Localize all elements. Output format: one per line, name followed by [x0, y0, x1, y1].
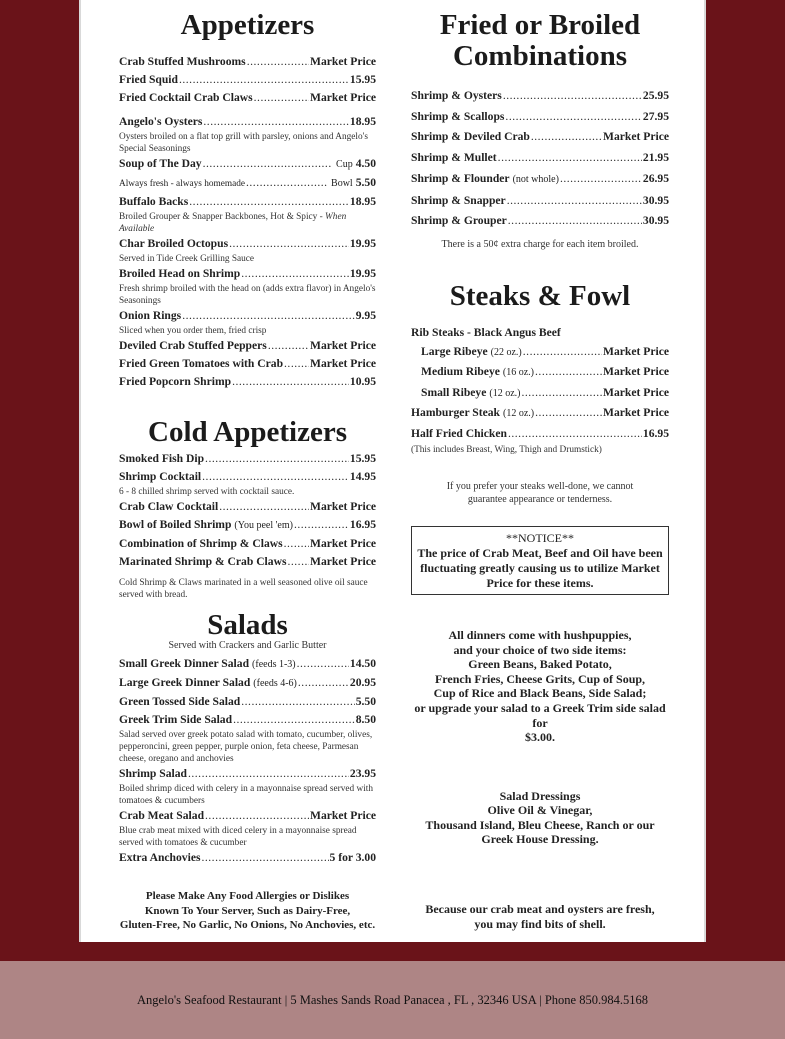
menu-item: [119, 71, 376, 89]
menu-item-description: Served in Tide Creek Grilling Sauce: [119, 254, 255, 264]
menu-item-price: 19.95: [349, 237, 376, 250]
menu-item: [119, 155, 376, 174]
dot-leader: [201, 849, 328, 867]
allergy-note: [119, 889, 376, 933]
menu-item-row: [119, 693, 376, 711]
notice-box: [411, 526, 669, 595]
menu-item-name: Shrimp & Deviled Crab: [411, 130, 530, 144]
menu-item-description: 6 - 8 chilled shrimp served with cocktail sauce.: [119, 487, 295, 497]
menu-item-name: Shrimp & Grouper: [411, 214, 507, 228]
menu-item-name: Shrimp Salad: [119, 767, 187, 780]
menu-item-price: 5.50: [355, 695, 376, 708]
menu-item-name: Fried Popcorn Shrimp: [119, 375, 232, 388]
menu-item: [119, 307, 376, 337]
dot-leader: [241, 693, 354, 711]
menu-item-description: Broiled Grouper & Snapper Backbones, Hot & Spicy - When Available: [119, 212, 347, 234]
menu-item-row: [411, 403, 669, 423]
menu-item-note: (feeds 4-6): [253, 678, 297, 689]
dinners-line: Green Beans, Baked Potato,: [468, 657, 612, 672]
menu-item-description: Boiled shrimp diced with celery in a mayonnaise spread served with tomatoes & cucumbers: [119, 784, 374, 806]
menu-item-price: 16.95: [642, 426, 669, 440]
menu-item-name: Fried Green Tomatoes with Crab: [119, 357, 284, 370]
menu-item-row: [119, 113, 376, 131]
dot-leader: [523, 342, 602, 361]
menu-item: [411, 362, 669, 382]
menu-item-price: Market Price: [310, 537, 376, 550]
menu-item-row: [119, 655, 376, 674]
menu-item-row: [119, 450, 376, 468]
menu-item: [119, 265, 376, 307]
menu-item: [119, 655, 376, 674]
allergy-line: Known To Your Server, Such as Dairy-Free,: [144, 904, 351, 917]
menu-item-note: (12 oz.): [489, 387, 521, 399]
menu-item: [119, 373, 376, 391]
menu-item-row: [119, 553, 376, 571]
dressing-line: Salad Dressings: [499, 788, 581, 803]
menu-item: [411, 148, 669, 169]
cold-footer-note: Cold Shrimp & Claws marinated in a well seasoned olive oil sauce served with bread.: [119, 578, 368, 600]
dot-leader: [535, 403, 602, 422]
dot-leader: [232, 373, 349, 391]
cold-appetizers-list: [119, 450, 376, 571]
dinners-line: or upgrade your salad to a Greek Trim side salad for: [414, 700, 666, 730]
dot-leader: [284, 535, 309, 553]
menu-item-name: Shrimp & Snapper: [411, 193, 506, 207]
menu-item-description: Oysters broiled on a flat top grill with parsley, onions and Angelo's Special Seasonings: [119, 132, 368, 154]
menu-item-price: 18.95: [349, 115, 376, 128]
cold-appetizers-title: Cold Appetizers: [148, 416, 347, 448]
menu-item: [119, 807, 376, 849]
menu-item: [119, 53, 376, 71]
menu-item-name: Extra Anchovies: [119, 851, 201, 864]
menu-item-price: Market Price: [310, 339, 376, 352]
menu-item-row: [119, 53, 376, 71]
dot-leader: [521, 383, 602, 402]
menu-item: [119, 113, 376, 155]
dot-leader: [297, 655, 349, 673]
menu-item-row: [411, 169, 669, 191]
dot-leader: [203, 113, 349, 131]
well-done-note: If you prefer your steaks well-done, we cannot guarantee appearance or tenderness.: [446, 480, 634, 505]
menu-item: [119, 468, 376, 498]
menu-item-description: Blue crab meat mixed with diced celery in a mayonnaise spread served with tomatoes & cucumber: [119, 826, 357, 848]
menu-item-name: Greek Trim Side Salad: [119, 713, 233, 726]
menu-item-row: [119, 498, 376, 516]
salads-subtitle: Served with Crackers and Garlic Butter: [168, 640, 327, 651]
menu-item-price: 20.95: [349, 676, 376, 689]
dot-leader: [189, 193, 349, 211]
dot-leader: [205, 807, 309, 825]
dot-leader: [205, 450, 349, 468]
menu-item-price: 19.95: [349, 267, 376, 280]
menu-item-name: Always fresh - always homemade: [119, 179, 245, 189]
menu-item-price: 5 for 3.00: [329, 851, 376, 864]
menu-item-name: Crab Meat Salad: [119, 809, 205, 822]
menu-item-name: Green Tossed Side Salad: [119, 695, 241, 708]
dressing-line: Olive Oil & Vinegar,: [487, 803, 593, 818]
allergy-line: Please Make Any Food Allergies or Dislikes: [145, 890, 350, 902]
menu-item-name: Crab Stuffed Mushrooms: [119, 55, 246, 68]
menu-item: [119, 516, 376, 535]
menu-item-name: Shrimp & Flounder: [411, 171, 510, 185]
menu-item-row: [119, 674, 376, 693]
menu-item-size: Cup: [336, 159, 353, 170]
menu-item-row: [119, 71, 376, 89]
menu-item-row: [119, 174, 376, 193]
menu-item-price: 25.95: [642, 89, 669, 102]
menu-item-name: Fried Cocktail Crab Claws: [119, 91, 253, 104]
menu-item-name: Crab Claw Cocktail: [119, 500, 219, 513]
footer-address: Angelo's Seafood Restaurant | 5 Mashes Sands Road Panacea , FL , 32346 USA | Phone 850.984.5168: [137, 992, 648, 1007]
menu-item-price: 10.95: [349, 375, 376, 388]
dot-leader: [508, 211, 642, 232]
dinners-info: [411, 628, 669, 745]
menu-page: [79, 0, 706, 942]
menu-item-row: [119, 235, 376, 253]
dot-leader: [241, 265, 349, 283]
menu-item-row: [411, 148, 669, 169]
shell-warning: [411, 902, 669, 931]
dot-leader: [233, 711, 355, 729]
menu-item: [119, 89, 376, 107]
dressing-line: Thousand Island, Bleu Cheese, Ranch or our: [425, 817, 655, 832]
menu-item-note: (not whole): [512, 173, 559, 185]
menu-item-name: Char Broiled Octopus: [119, 237, 229, 250]
menu-item: [119, 498, 376, 516]
menu-item: [119, 693, 376, 711]
menu-item-price: Market Price: [310, 357, 376, 370]
menu-item-price: Market Price: [603, 344, 669, 358]
menu-item: [119, 337, 376, 355]
menu-item-description-italic: When Available: [119, 212, 347, 234]
menu-item-price: 8.50: [355, 713, 376, 726]
dot-leader: [287, 553, 309, 571]
menu-item-price: 26.95: [642, 171, 669, 185]
menu-item-row: [119, 265, 376, 283]
menu-item-row: [411, 107, 669, 128]
menu-item-name: Shrimp & Mullet: [411, 151, 497, 165]
notice-text: The price of Crab Meat, Beef and Oil have been fluctuating greatly causing us to utilize Market Price for these items.: [417, 545, 663, 590]
allergy-line: Gluten-Free, No Garlic, No Onions, No Anchovies, etc.: [119, 919, 376, 931]
menu-item-row: [119, 765, 376, 783]
menu-item-name: Shrimp Cocktail: [119, 470, 202, 483]
menu-item-row: [119, 355, 376, 373]
menu-item-row: [411, 424, 669, 443]
menu-item-price: Market Price: [310, 500, 376, 513]
dressing-line: Greek House Dressing.: [481, 832, 599, 847]
menu-item-price: Market Price: [603, 406, 669, 420]
menu-item-row: [119, 307, 376, 325]
menu-item: [411, 403, 669, 423]
dot-leader: [203, 155, 332, 173]
dot-leader: [508, 424, 642, 443]
appetizers-list: [119, 53, 376, 391]
dot-leader: [298, 674, 349, 692]
menu-item-price: 30.95: [642, 214, 669, 228]
menu-item-name: Bowl of Boiled Shrimp: [119, 518, 232, 531]
dot-leader: [560, 169, 642, 190]
menu-item-name: Half Fried Chicken: [411, 426, 507, 440]
dinners-line: $3.00.: [525, 730, 555, 745]
dot-leader: [229, 235, 349, 253]
menu-item-price: 4.50: [355, 157, 376, 170]
menu-item-price: 23.95: [349, 767, 376, 780]
menu-item-price: 30.95: [642, 193, 669, 207]
menu-item-name: Shrimp & Scallops: [411, 109, 505, 123]
dot-leader: [503, 86, 642, 107]
menu-item: [411, 107, 669, 128]
menu-item: [119, 849, 376, 867]
menu-item-description: Sliced when you order them, fried crisp: [119, 326, 267, 336]
menu-item-description: Salad served over greek potato salad with tomato, cucumber, olives, pepperoncini, green pepper, purple onion, feta cheese, Parmesan cheese, oregano and anchovies: [119, 730, 373, 764]
steaks-list: [411, 342, 669, 443]
menu-item-price: 14.95: [349, 470, 376, 483]
dot-leader: [247, 53, 309, 71]
menu-item-row: [411, 86, 669, 107]
dinners-line: and your choice of two side items:: [453, 642, 627, 657]
steaks-title: Steaks & Fowl: [449, 279, 631, 312]
menu-item-row: [119, 516, 376, 535]
dot-leader: [505, 107, 641, 128]
menu-item-size: Bowl: [331, 178, 353, 189]
menu-item: [119, 193, 376, 235]
menu-item-price: 27.95: [642, 109, 669, 123]
menu-item-row: [411, 383, 669, 403]
menu-item: [411, 211, 669, 232]
menu-item-name: Medium Ribeye: [421, 365, 500, 379]
menu-item-row: [119, 468, 376, 486]
menu-item: [411, 191, 669, 212]
menu-item: [119, 450, 376, 468]
site-footer: [0, 961, 785, 1039]
dot-leader: [507, 191, 642, 212]
dot-leader: [254, 89, 309, 107]
dot-leader: [268, 337, 309, 355]
combinations-title-line2: Combinations: [452, 40, 628, 72]
chicken-note: (This includes Breast, Wing, Thigh and Drumstick): [411, 444, 602, 455]
menu-item-name: Hamburger Steak: [411, 406, 500, 420]
menu-item: [411, 86, 669, 107]
menu-item-row: [119, 89, 376, 107]
shell-line: you may find bits of shell.: [474, 916, 606, 931]
broil-charge-note: There is a 50¢ extra charge for each item broiled.: [441, 238, 639, 250]
menu-item-description: Fresh shrimp broiled with the head on (adds extra flavor) in Angelo's Seasonings: [119, 284, 376, 306]
menu-item-note: (22 oz.): [490, 346, 522, 358]
menu-item-row: [119, 807, 376, 825]
menu-item-price: 9.95: [355, 309, 376, 322]
dot-leader: [188, 765, 349, 783]
menu-item-name: Combination of Shrimp & Claws: [119, 537, 283, 550]
menu-item-price: Market Price: [603, 130, 669, 144]
menu-item: [119, 553, 376, 571]
menu-item: [411, 424, 669, 443]
menu-item: [411, 169, 669, 191]
menu-item-price: 15.95: [349, 73, 376, 86]
menu-item-name: Small Ribeye: [421, 385, 487, 399]
salad-dressings: [411, 789, 669, 847]
menu-item: [119, 174, 376, 193]
menu-item-row: [411, 342, 669, 362]
menu-item-name: Angelo's Oysters: [119, 115, 203, 128]
menu-item-row: [119, 373, 376, 391]
rib-steaks-header: Rib Steaks - Black Angus Beef: [411, 325, 561, 339]
menu-item: [411, 383, 669, 403]
shell-line: Because our crab meat and oysters are fresh,: [425, 902, 655, 917]
combinations-title-line1: Fried or Broiled: [439, 9, 641, 41]
menu-item-name: Deviled Crab Stuffed Peppers: [119, 339, 267, 352]
menu-item: [119, 535, 376, 553]
menu-item-row: [119, 535, 376, 553]
menu-item-name: Large Greek Dinner Salad: [119, 676, 251, 689]
menu-item-price: 15.95: [349, 452, 376, 465]
dot-leader: [531, 127, 602, 148]
menu-item-row: [411, 211, 669, 232]
menu-item: [119, 765, 376, 807]
menu-item-price: 16.95: [349, 518, 376, 531]
dot-leader: [182, 307, 355, 325]
dinners-line: Cup of Rice and Black Beans, Side Salad;: [433, 686, 647, 701]
menu-item-name: Smoked Fish Dip: [119, 452, 205, 465]
dinners-line: All dinners come with hushpuppies,: [448, 627, 632, 642]
menu-item-name: Buffalo Backs: [119, 195, 189, 208]
salads-title: Salads: [207, 609, 288, 641]
menu-item-name: Small Greek Dinner Salad: [119, 657, 250, 670]
menu-item-price: Market Price: [603, 385, 669, 399]
menu-item-price: 14.50: [349, 657, 376, 670]
menu-item-price: Market Price: [603, 365, 669, 379]
menu-item-note: (You peel 'em): [234, 520, 293, 531]
dot-leader: [294, 516, 349, 534]
menu-item-name: Shrimp & Oysters: [411, 89, 502, 102]
menu-item-row: [119, 711, 376, 729]
menu-item-row: [119, 849, 376, 867]
menu-item-name: Fried Squid: [119, 73, 178, 86]
menu-item: [119, 674, 376, 693]
menu-item-note: (16 oz.): [502, 367, 535, 379]
dot-leader: [219, 498, 309, 516]
dot-leader: [246, 174, 327, 192]
menu-item-price: 18.95: [349, 195, 376, 208]
menu-item-row: [411, 127, 669, 148]
menu-item-name: Onion Rings: [119, 309, 182, 322]
menu-item-price: Market Price: [310, 809, 376, 822]
notice-title: **NOTICE**: [506, 530, 574, 545]
menu-item-price: Market Price: [310, 555, 376, 568]
menu-item: [119, 235, 376, 265]
menu-item-name: Large Ribeye: [421, 344, 488, 358]
menu-item: [411, 342, 669, 362]
menu-item-row: [119, 155, 376, 174]
left-column: [119, 0, 376, 933]
menu-item-note: (feeds 1-3): [252, 659, 296, 670]
menu-item-row: [411, 362, 669, 382]
appetizers-title: Appetizers: [180, 9, 315, 41]
salads-list: [119, 655, 376, 867]
menu-item: [119, 711, 376, 765]
dot-leader: [284, 355, 309, 373]
dinners-line: French Fries, Cheese Grits, Cup of Soup,: [434, 671, 646, 686]
menu-item-price: 21.95: [642, 151, 669, 165]
menu-item-row: [119, 337, 376, 355]
dot-leader: [498, 148, 642, 169]
menu-item-row: [119, 193, 376, 211]
dot-leader: [179, 71, 349, 89]
menu-item: [411, 127, 669, 148]
menu-item-name: Broiled Head on Shrimp: [119, 267, 241, 280]
menu-item-name: Soup of The Day: [119, 157, 202, 170]
menu-item-price: Market Price: [310, 55, 376, 68]
menu-item-price: 5.50: [355, 176, 376, 189]
combinations-list: [411, 86, 669, 232]
dot-leader: [535, 362, 602, 381]
menu-item-note: (12 oz.): [503, 408, 535, 420]
right-column: [411, 0, 669, 931]
menu-item-price: Market Price: [310, 91, 376, 104]
dot-leader: [202, 468, 349, 486]
menu-item-row: [411, 191, 669, 212]
menu-item: [119, 355, 376, 373]
menu-item-name: Marinated Shrimp & Crab Claws: [119, 555, 287, 568]
